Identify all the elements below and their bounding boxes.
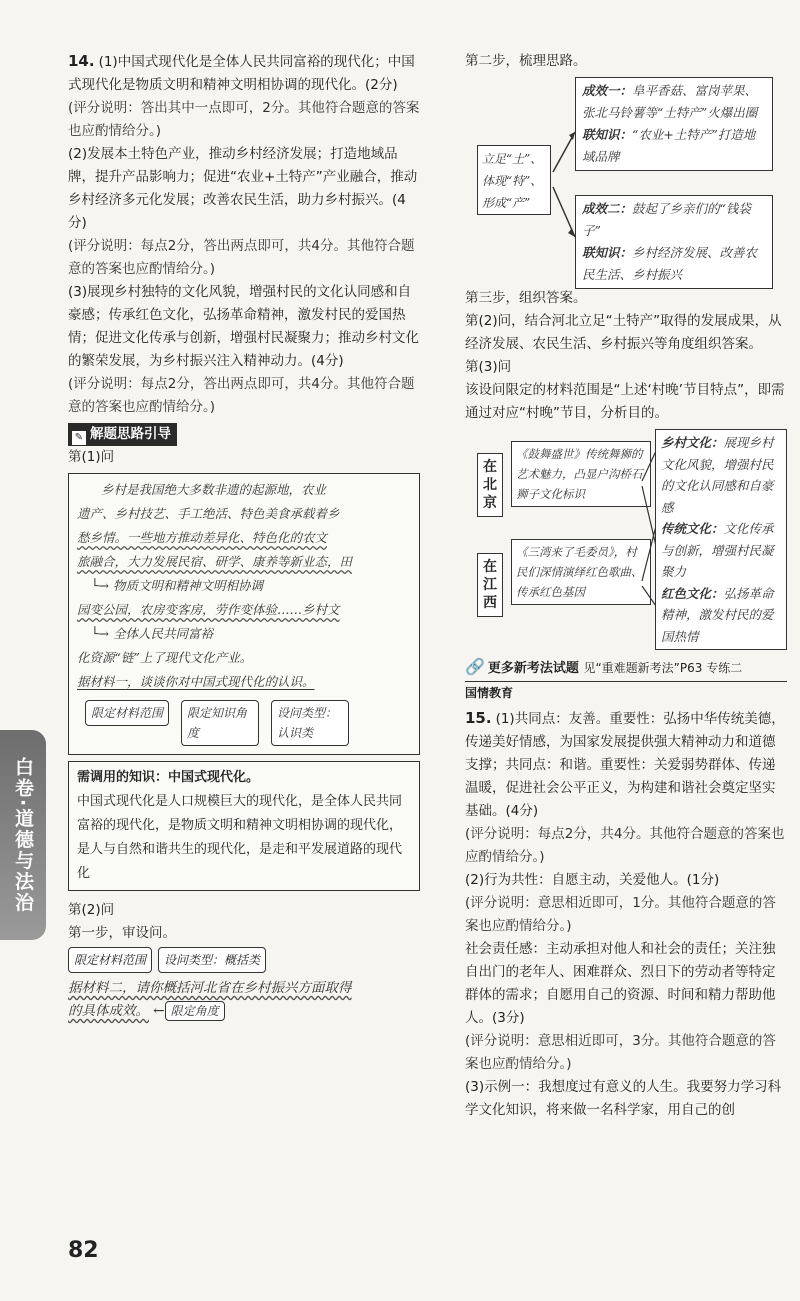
step-three: 第三步，组织答案。 <box>465 290 587 306</box>
q15-part1-note: (评分说明：每点2分，共4分。其他符合题意的答案也应酌情给分。) <box>465 826 785 865</box>
q15-part2: (2)行为共性：自愿主动，关爱他人。(1分) <box>465 872 720 888</box>
material-line: 园变公园，农房变客房，劳作变体验……乡村文 <box>77 602 340 617</box>
q14-part1-note: (评分说明：答出其中一点即可，2分。其他符合题意的答案也应酌情给分。) <box>68 100 420 139</box>
q3-label: 第(3)问 <box>465 359 512 375</box>
material-question: 据材料一，谈谈你对中国式现代化的认识。 <box>77 674 315 689</box>
program-beijing: 《鼓舞盛世》传统舞狮的艺术魅力，凸显户沟桥石狮子文化标识 <box>511 441 651 507</box>
annotation-arrow: └→ 全体人民共同富裕 <box>91 626 213 641</box>
tag-material-scope: 限定材料范围 <box>68 947 152 973</box>
material-line: 遗产、乡村技艺、手工绝活、特色美食承载着乡 <box>77 506 340 521</box>
page-number: 82 <box>68 1238 99 1263</box>
location-jiangxi: 在江西 <box>477 553 503 617</box>
q15-part2-note: (评分说明：意思相近即可，1分。其他符合题意的答案也应酌情给分。) <box>465 895 776 934</box>
effect-one-box: 成效一：阜平香菇、富岗苹果、张北马铃薯等“土特产”火爆出圈 联知识：“农业+土特产”打造地域品牌 <box>575 77 773 171</box>
tag-question-type: 设问类型：概括类 <box>158 947 266 973</box>
q2-text: 据材料二，请你概括河北省在乡村振兴方面取得 <box>68 980 352 996</box>
material-line: 乡村是我国绝大多数非遗的起源地，农业 <box>101 482 327 497</box>
link-icon: 🔗 <box>465 657 485 676</box>
q1-label: 第(1)问 <box>68 449 115 465</box>
q15-part2b: 社会责任感：主动承担对他人和社会的责任；关注独自出门的老年人、困难群众、烈日下的劳动者等特定群体的需求；自愿用自己的资源、时间和精力帮助他人。(3分) <box>465 941 776 1026</box>
guide-icon: ✎ <box>72 431 86 445</box>
right-column <box>465 50 787 1122</box>
q15-part2b-note: (评分说明：意思相近即可，3分。其他符合题意的答案也应酌情给分。) <box>465 1033 776 1072</box>
q15-part3: (3)示例一：我想度过有意义的人生。我要努力学习科学文化知识，将来做一名科学家，用自己的创 <box>465 1079 782 1118</box>
step-one: 第一步，审设问。 <box>68 925 176 941</box>
knowledge-box <box>68 761 420 891</box>
q14-part3-note: (评分说明：每点2分，答出两点即可，共4分。其他符合题意的答案也应酌情给分。) <box>68 376 415 415</box>
more-questions-link[interactable]: 🔗 更多新考法试题 见“重难题新考法”P63 专练二 <box>465 655 787 682</box>
question-tags <box>85 700 413 746</box>
thinking-diagram <box>465 77 787 287</box>
q2-label: 第(2)问 <box>68 902 115 918</box>
q14-part3: (3)展现乡村独特的文化风貌，增强村民的文化认同感和自豪感；传承红色文化，弘扬革命精神，激发村民的爱国热情；促进文化传承与创新，增强村民凝聚力；推动乡村文化的繁荣发展，为乡村振兴注入精神动力。(4分) <box>68 284 419 369</box>
q2-tags <box>68 947 420 973</box>
tag-angle: 限定角度 <box>165 1001 225 1021</box>
culture-summary-box: 乡村文化：展现乡村文化风貌，增强村民的文化认同感和自豪感 传统文化：文化传承与创新，增强村民凝聚力 红色文化：弘扬革命精神，激发村民的爱国热情 <box>655 429 787 650</box>
tag-material-scope: 限定材料范围 <box>85 700 169 726</box>
tag-question-type: 设问类型：认识类 <box>271 700 349 746</box>
knowledge-body: 中国式现代化是人口规模巨大的现代化，是全体人民共同富裕的现代化，是物质文明和精神文明相协调的现代化，是人与自然和谐共生的现代化，是走和平发展道路的现代化 <box>77 794 403 881</box>
section-sidebar-tab: 白卷·道德与法治 <box>0 730 46 940</box>
material-one-box <box>68 473 420 755</box>
effect-two-box: 成效二：鼓起了乡亲们的“钱袋子” 联知识：乡村经济发展、改善农民生活、乡村振兴 <box>575 195 773 289</box>
guide-title: ✎ 解题思路引导 <box>68 423 177 446</box>
program-jiangxi: 《三湾来了毛委员》，村民们深情演绎红色歌曲、传承红色基因 <box>511 539 651 605</box>
q14-number: 14. <box>68 52 95 70</box>
q15-number: 15. <box>465 709 492 727</box>
step-two: 第二步，梳理思路。 <box>465 53 587 69</box>
q2-text: 的具体成效。 ← 限定角度 <box>68 1000 420 1023</box>
village-gala-diagram <box>465 431 787 647</box>
more-topic: 国情教育 <box>465 686 514 700</box>
material-line: 愁乡情。一些地方推动差异化、特色化的农文 <box>77 530 328 545</box>
diagram-root: 立足“土”、体现“特”、形成“产” <box>477 145 551 215</box>
q14-part2-note: (评分说明：每点2分，答出两点即可，共4分。其他符合题意的答案也应酌情给分。) <box>68 238 415 277</box>
step-three-text: 第(2)问，结合河北立足“土特产”取得的发展成果，从经济发展、农民生活、乡村振兴等角度组织答案。 <box>465 313 782 352</box>
annotation-arrow: └→ 物质文明和精神文明相协调 <box>91 578 263 593</box>
q14-part1: 14. (1)中国式现代化是全体人民共同富裕的现代化；中国式现代化是物质文明和精神文明相协调的现代化。(2分) <box>68 52 415 93</box>
knowledge-title: 需调用的知识：中国式现代化。 <box>77 770 260 785</box>
q15-part1: 15. (1)共同点：友善。重要性：弘扬中华传统美德，传递美好情感，为国家发展提供强大精神动力和道德支撑；共同点：和谐。重要性：关爱弱势群体、传递温暖，促进社会公平正义，为构建和谐社会奠定坚实基础。(4分) <box>465 709 785 819</box>
tag-knowledge-angle: 限定知识角度 <box>181 700 259 746</box>
material-line: 旅融合，大力发展民宿、研学、康养等新业态，田 <box>77 554 353 569</box>
q14-part2: (2)发展本土特色产业，推动乡村经济发展；打造地域品牌，提升产品影响力；促进“农业+土特产”产业融合，推动乡村经济多元化发展；改善农民生活，助力乡村振兴。(4分) <box>68 146 418 231</box>
location-beijing: 在北京 <box>477 453 503 517</box>
left-column <box>68 50 420 1023</box>
material-line: 化资源“链”上了现代文化产业。 <box>77 650 253 665</box>
q3-text: 该设问限定的材料范围是“上述‘村晚’节目特点”，即需通过对应“村晚”节目，分析目的。 <box>465 382 785 421</box>
